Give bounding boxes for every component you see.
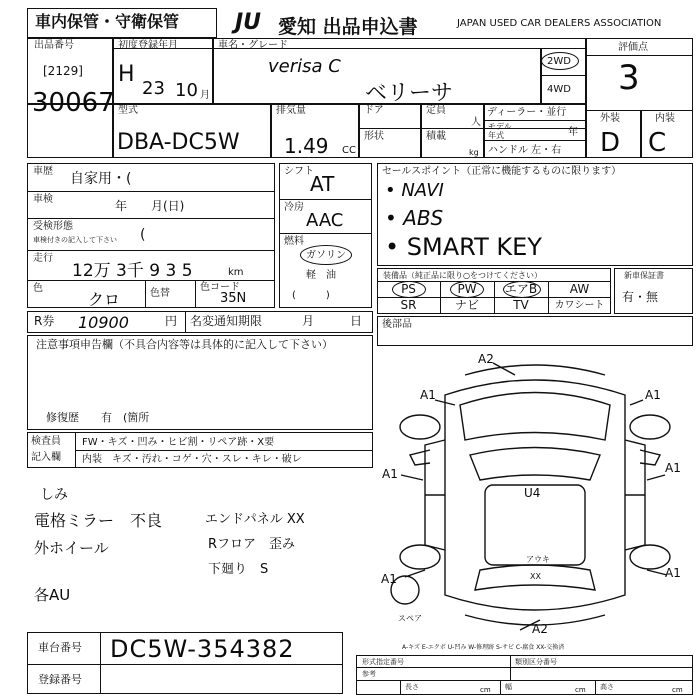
chassis-value: DC5W-354382 xyxy=(110,635,295,663)
rear-parts-box xyxy=(377,316,693,346)
shift-value: AT xyxy=(310,172,335,196)
meigi-month: 月 xyxy=(302,314,315,328)
handle-label: ハンドル 左・右 xyxy=(488,145,562,156)
spec-length-unit: cm xyxy=(480,686,491,694)
remark-1: しみ xyxy=(40,487,68,503)
selling-point-3: • SMART KEY xyxy=(385,233,542,261)
mileage-label: 走行 xyxy=(33,253,53,264)
recept-value: ( xyxy=(140,227,146,243)
equip-aw: AW xyxy=(569,282,590,296)
model-year-unit: 年 xyxy=(568,127,578,138)
score-value: 3 xyxy=(618,58,640,98)
damage-legend: A-キズ E-エクボ U-凹み W-修理跡 S-サビ C-腐食 XX-交換済 xyxy=(402,644,565,651)
remark-3: 外ホイール xyxy=(34,539,109,557)
spec-ref: 参考 xyxy=(362,670,376,678)
recept-note: 車検付きの記入して下さい xyxy=(33,236,117,244)
color-label: 色 xyxy=(33,283,43,294)
damage-mark-rr: A1 xyxy=(665,566,681,580)
displacement-unit: CC xyxy=(342,145,356,156)
first-reg-year: 23 xyxy=(142,78,165,99)
rear-parts-label: 後部品 xyxy=(382,319,412,330)
score-ext-label: 外装 xyxy=(600,113,620,124)
first-reg-month: 10 xyxy=(175,80,198,101)
lot-sub-number: [2129] xyxy=(43,64,83,78)
rear-note: アウキ xyxy=(526,555,550,564)
color-value: クロ xyxy=(88,290,121,309)
spec-width: 幅 xyxy=(505,683,512,691)
inspection-label: 車検 xyxy=(33,194,53,205)
equip-tv: TV xyxy=(513,298,529,312)
form-title: 愛知 出品申込書 xyxy=(278,16,418,38)
first-reg-era: H xyxy=(118,62,135,87)
recycle-label: R券 xyxy=(34,314,55,328)
damage-mark-rear: A2 xyxy=(532,622,548,636)
spec-width-unit: cm xyxy=(575,686,586,694)
mileage-unit: km xyxy=(228,267,244,278)
lot-number: 30067 xyxy=(32,88,115,118)
inspector-row-2a: 内装 xyxy=(82,454,102,465)
score-int: C xyxy=(648,128,667,158)
inspector-label-2: 記入欄 xyxy=(31,452,61,463)
spec-class-number: 類別区分番号 xyxy=(515,658,557,666)
damage-mark-fr: A1 xyxy=(645,388,661,402)
selling-point-2: • ABS xyxy=(385,206,444,230)
inspector-label: 検査員 xyxy=(31,436,61,447)
color-code: 35N xyxy=(220,291,247,306)
model-value: DBA-DC5W xyxy=(117,130,240,155)
fuel-diesel: 軽 油 xyxy=(306,270,336,281)
remark-right-3: 下廻り S xyxy=(208,562,269,577)
chassis-label: 車台番号 xyxy=(38,641,82,654)
car-name-label: 車名・グレード xyxy=(218,40,288,51)
equip-airbag: エアB xyxy=(504,282,538,296)
equip-navi: ナビ xyxy=(454,298,479,312)
spec-height: 高さ xyxy=(600,683,614,691)
history-label: 車歴 xyxy=(33,166,53,177)
aircon-label: 冷房 xyxy=(284,202,304,213)
inspector-row-1: FW・キズ・凹み・ヒビ割・リペア跡・X要 xyxy=(82,437,275,448)
warranty-value: 有・無 xyxy=(622,290,659,304)
drive-2wd: 2WD xyxy=(547,56,571,67)
color-change-label: 色替 xyxy=(150,288,170,299)
header-storage-title: 車内保管・守衛保管 xyxy=(35,12,180,31)
score-int-label: 内装 xyxy=(655,113,675,124)
shape-label: 形状 xyxy=(364,131,384,142)
score-ext: D xyxy=(600,128,621,158)
damage-mark-roof: U4 xyxy=(524,486,541,500)
equip-sr: SR xyxy=(400,298,417,312)
association-name: JAPAN USED CAR DEALERS ASSOCIATION xyxy=(457,18,662,29)
fuel-gas: ガソリン xyxy=(306,250,346,261)
score-label: 評価点 xyxy=(618,42,648,53)
meigi-label: 名変通知期限 xyxy=(190,314,263,328)
selling-points-label: セールスポイント（正常に機能するものに限ります） xyxy=(382,166,622,177)
capacity-label: 定員 xyxy=(426,105,446,116)
car-name-kana: ベリーサ xyxy=(365,81,454,106)
dealer-label: ディーラー・並行 xyxy=(487,107,567,118)
model-year-l2: 年式 xyxy=(488,131,504,140)
equipment-label: 装備品（純正品に限り○をつけてください） xyxy=(383,271,542,280)
ju-logo: JU xyxy=(235,10,262,35)
repair-history: 修復歴 有 (箇所 xyxy=(46,411,150,424)
warranty-label: 新車保証書 xyxy=(624,271,664,280)
selling-point-1: • NAVI xyxy=(385,180,444,201)
capacity-unit: 人 xyxy=(471,117,481,128)
fuel-other: ( ) xyxy=(292,290,330,301)
color-code-label: 色コード xyxy=(200,282,240,293)
fuel-label: 燃料 xyxy=(284,236,304,247)
spare-label: スペア xyxy=(398,614,422,623)
load-unit: kg xyxy=(469,148,479,157)
shift-label: シフト xyxy=(284,166,314,177)
registration-label: 登録番号 xyxy=(38,673,82,686)
meigi-day: 日 xyxy=(350,314,363,328)
damage-mark-rl: A1 xyxy=(381,572,397,586)
aircon-value: AAC xyxy=(306,210,344,231)
recept-label: 受検形態 xyxy=(33,221,73,232)
model-label: 型式 xyxy=(118,105,138,116)
damage-mark-right: A1 xyxy=(665,461,681,475)
rear-xx: XX xyxy=(530,572,541,581)
car-name-roman: verisa C xyxy=(268,56,341,77)
recycle-value: 10900 xyxy=(78,313,129,332)
inspection-value: 年 月(日) xyxy=(115,199,185,213)
history-value: 自家用・( xyxy=(70,171,132,187)
first-reg-month-unit: 月 xyxy=(200,90,210,101)
equip-pw: PW xyxy=(457,282,477,296)
remark-right-1: エンドパネル XX xyxy=(205,512,305,527)
recycle-unit: 円 xyxy=(165,314,178,328)
spec-type-number: 形式指定番号 xyxy=(362,658,404,666)
displacement-label: 排気量 xyxy=(276,105,306,116)
equip-ps: PS xyxy=(401,282,416,296)
spec-length: 長さ xyxy=(405,683,419,691)
damage-mark-fl: A1 xyxy=(420,388,436,402)
damage-mark-front: A2 xyxy=(478,352,494,366)
remark-2: 電格ミラー 不良 xyxy=(34,511,163,530)
model-year-l1: モデル xyxy=(488,122,512,131)
damage-mark-left: A1 xyxy=(382,467,398,481)
doors-label: ドア xyxy=(364,105,384,116)
remark-4: 各AU xyxy=(34,586,71,604)
equip-seat: カワシート xyxy=(554,300,605,311)
load-label: 積載 xyxy=(426,131,446,142)
displacement-value: 1.49 xyxy=(284,134,329,158)
notes-label: 注意事項申告欄（不具合内容等は具体的に記入して下さい） xyxy=(36,338,333,351)
lot-label: 出品番号 xyxy=(34,40,74,51)
spec-height-unit: cm xyxy=(672,686,683,694)
first-reg-label: 初度登録年月 xyxy=(118,40,178,51)
drive-4wd: 4WD xyxy=(547,84,571,95)
inspector-row-2b: キズ・汚れ・コゲ・穴・スレ・キレ・破レ xyxy=(112,454,302,465)
mileage-value: 12万 3千 9 3 5 xyxy=(72,261,193,281)
remark-right-2: Rフロア 歪み xyxy=(208,537,296,552)
